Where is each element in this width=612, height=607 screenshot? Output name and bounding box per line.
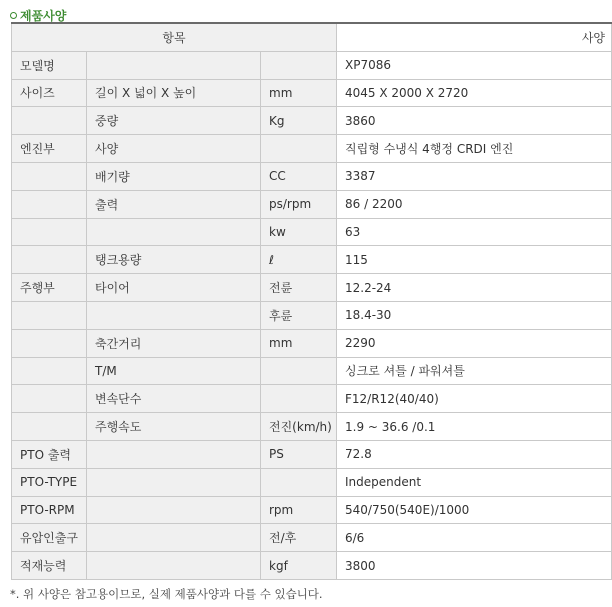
value-cell: 72.8 [337, 440, 612, 468]
table-row [12, 246, 612, 274]
item-cell [87, 440, 261, 468]
unit-cell: 전륜 [261, 274, 337, 302]
circle-bullet-icon [10, 12, 17, 19]
table-row [12, 79, 612, 107]
category-cell [12, 107, 87, 135]
unit-cell: 후륜 [261, 301, 337, 329]
category-cell [12, 329, 87, 357]
value-cell: 540/750(540E)/1000 [337, 496, 612, 524]
category-cell [12, 301, 87, 329]
value-cell: 4045 X 2000 X 2720 [337, 79, 612, 107]
value-cell: 3800 [337, 552, 612, 580]
unit-cell: Kg [261, 107, 337, 135]
item-cell: 중량 [87, 107, 261, 135]
item-cell: 타이어 [87, 274, 261, 302]
unit-cell: rpm [261, 496, 337, 524]
value-cell: 12.2-24 [337, 274, 612, 302]
table-row [12, 552, 612, 580]
value-cell: 3860 [337, 107, 612, 135]
item-cell [87, 218, 261, 246]
category-cell: 사이즈 [12, 79, 87, 107]
item-cell: T/M [87, 357, 261, 385]
item-cell: 탱크용량 [87, 246, 261, 274]
table-row [12, 190, 612, 218]
table-row [12, 440, 612, 468]
value-cell: 싱크로 셔틀 / 파워셔틀 [337, 357, 612, 385]
unit-cell [261, 385, 337, 413]
unit-cell: CC [261, 162, 337, 190]
unit-cell: mm [261, 79, 337, 107]
item-cell: 주행속도 [87, 413, 261, 441]
category-cell: 적재능력 [12, 552, 87, 580]
category-cell: PTO-RPM [12, 496, 87, 524]
value-cell: F12/R12(40/40) [337, 385, 612, 413]
value-cell: Independent [337, 468, 612, 496]
value-cell: 63 [337, 218, 612, 246]
category-cell: PTO 출력 [12, 440, 87, 468]
item-cell [87, 496, 261, 524]
value-cell: XP7086 [337, 51, 612, 79]
value-cell: 6/6 [337, 524, 612, 552]
value-cell: 18.4-30 [337, 301, 612, 329]
spec-table-body [12, 23, 612, 579]
table-row [12, 385, 612, 413]
category-cell [12, 246, 87, 274]
table-row [12, 135, 612, 163]
category-cell [12, 218, 87, 246]
unit-cell [261, 468, 337, 496]
unit-cell: kgf [261, 552, 337, 580]
unit-cell [261, 51, 337, 79]
table-row [12, 524, 612, 552]
table-row [12, 413, 612, 441]
unit-cell: 전/후 [261, 524, 337, 552]
table-row [12, 274, 612, 302]
category-cell: 엔진부 [12, 135, 87, 163]
item-cell [87, 51, 261, 79]
item-cell: 사양 [87, 135, 261, 163]
spec-table [11, 22, 612, 580]
unit-cell: ℓ [261, 246, 337, 274]
table-row [12, 468, 612, 496]
item-cell [87, 552, 261, 580]
item-cell [87, 468, 261, 496]
category-cell [12, 385, 87, 413]
footnote: *. 위 사양은 참고용이므로, 실제 제품사양과 다를 수 있습니다. [10, 587, 323, 601]
header-spec-cell: 사양 [337, 23, 612, 51]
header-item-cell: 항목 [12, 23, 337, 51]
unit-cell [261, 357, 337, 385]
table-row [12, 107, 612, 135]
section-title-text: 제품사양 [20, 8, 67, 23]
table-row [12, 301, 612, 329]
value-cell: 1.9 ~ 36.6 /0.1 [337, 413, 612, 441]
unit-cell: ps/rpm [261, 190, 337, 218]
category-cell: 유압인출구 [12, 524, 87, 552]
value-cell: 115 [337, 246, 612, 274]
table-row [12, 218, 612, 246]
category-cell [12, 413, 87, 441]
item-cell [87, 301, 261, 329]
category-cell: PTO-TYPE [12, 468, 87, 496]
unit-cell: 전진(km/h) [261, 413, 337, 441]
table-row [12, 162, 612, 190]
category-cell: 모델명 [12, 51, 87, 79]
table-header-row [12, 23, 612, 51]
item-cell: 축간거리 [87, 329, 261, 357]
value-cell: 직립형 수냉식 4행정 CRDI 엔진 [337, 135, 612, 163]
category-cell [12, 357, 87, 385]
value-cell: 3387 [337, 162, 612, 190]
category-cell [12, 162, 87, 190]
item-cell: 길이 X 넓이 X 높이 [87, 79, 261, 107]
value-cell: 86 / 2200 [337, 190, 612, 218]
category-cell: 주행부 [12, 274, 87, 302]
table-row [12, 357, 612, 385]
category-cell [12, 190, 87, 218]
item-cell [87, 524, 261, 552]
item-cell: 출력 [87, 190, 261, 218]
table-row [12, 496, 612, 524]
unit-cell: kw [261, 218, 337, 246]
value-cell: 2290 [337, 329, 612, 357]
item-cell: 배기량 [87, 162, 261, 190]
table-row [12, 51, 612, 79]
unit-cell: PS [261, 440, 337, 468]
unit-cell: mm [261, 329, 337, 357]
table-row [12, 329, 612, 357]
unit-cell [261, 135, 337, 163]
item-cell: 변속단수 [87, 385, 261, 413]
